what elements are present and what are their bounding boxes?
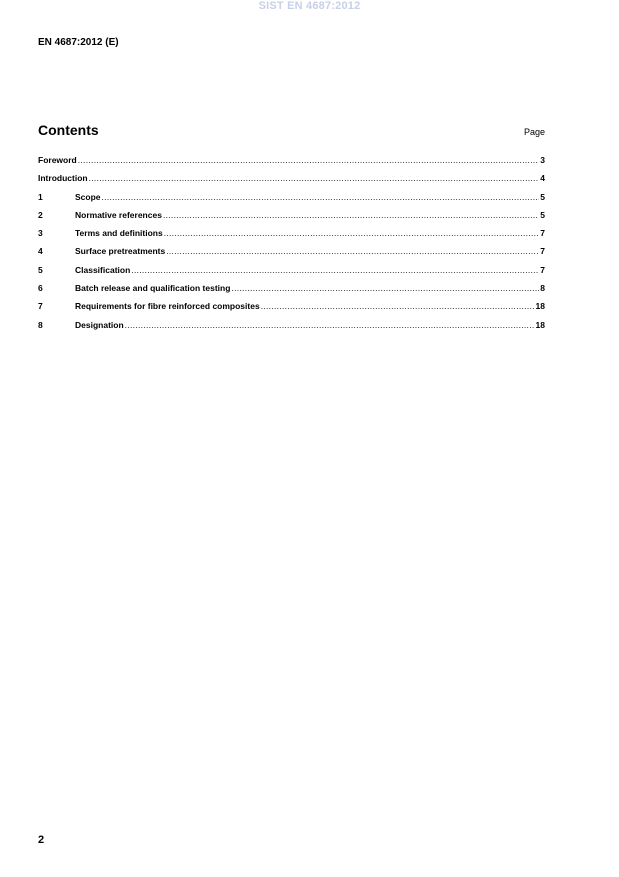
toc-title: Contents bbox=[38, 122, 99, 138]
toc-entry-surface-pretreatments[interactable] bbox=[38, 246, 545, 264]
toc-entry-number: 7 bbox=[38, 301, 43, 312]
toc-entry-page: 5 bbox=[540, 191, 545, 202]
page-number: 2 bbox=[38, 834, 45, 846]
toc-leader-dots bbox=[131, 265, 539, 275]
toc-entry-label: Surface pretreatments bbox=[75, 246, 166, 257]
toc-leader-dots bbox=[164, 228, 540, 238]
toc-entry-requirements[interactable] bbox=[38, 301, 545, 319]
toc-leader-dots bbox=[231, 283, 539, 293]
toc-entry-scope[interactable] bbox=[38, 192, 545, 210]
toc-entry-page: 3 bbox=[540, 155, 545, 165]
toc-entry-page: 8 bbox=[540, 283, 545, 294]
toc-leader-dots bbox=[166, 246, 539, 256]
toc-entry-introduction[interactable] bbox=[38, 173, 545, 191]
toc-entry-number: 8 bbox=[38, 319, 43, 330]
toc-entry-page: 7 bbox=[540, 264, 545, 275]
toc-entry-label: Terms and definitions bbox=[75, 228, 163, 239]
toc-entry-label: Requirements for fibre reinforced composites bbox=[75, 301, 260, 312]
toc-entry-foreword[interactable] bbox=[38, 155, 545, 173]
toc-leader-dots bbox=[125, 320, 535, 330]
toc-entry-designation[interactable] bbox=[38, 320, 545, 338]
toc-entry-number: 4 bbox=[38, 246, 43, 257]
toc-entry-label: Designation bbox=[75, 319, 124, 330]
toc-entry-label: Classification bbox=[75, 264, 131, 275]
toc-entry-label: Normative references bbox=[75, 209, 162, 220]
toc-entry-normative-references[interactable] bbox=[38, 210, 545, 228]
toc-entry-page: 4 bbox=[540, 173, 545, 184]
toc-entry-page: 18 bbox=[535, 301, 545, 312]
toc-entry-number: 5 bbox=[38, 264, 43, 275]
toc-entry-number: 2 bbox=[38, 209, 43, 220]
toc-entry-number: 3 bbox=[38, 228, 43, 239]
toc-header bbox=[38, 122, 545, 142]
toc-entry-number: 1 bbox=[38, 191, 43, 202]
toc-leader-dots bbox=[78, 155, 540, 165]
toc-leader-dots bbox=[89, 173, 540, 183]
toc-entry-page: 18 bbox=[535, 319, 545, 330]
toc-entry-terms-and-definitions[interactable] bbox=[38, 228, 545, 246]
watermark: SIST EN 4687:2012 bbox=[258, 0, 361, 12]
toc-page-column-label: Page bbox=[523, 127, 545, 137]
toc-entry-label: Foreword bbox=[38, 155, 77, 165]
toc-entry-batch-release[interactable] bbox=[38, 283, 545, 301]
toc-entry-label: Introduction bbox=[38, 173, 88, 184]
toc-leader-dots bbox=[102, 192, 540, 202]
toc-list bbox=[38, 155, 545, 338]
toc-entry-label: Scope bbox=[75, 191, 101, 202]
toc-entry-page: 7 bbox=[540, 228, 545, 239]
toc-entry-classification[interactable] bbox=[38, 265, 545, 283]
toc-entry-page: 7 bbox=[540, 246, 545, 257]
document-id: EN 4687:2012 (E) bbox=[38, 37, 119, 48]
toc-entry-page: 5 bbox=[540, 209, 545, 220]
toc-leader-dots bbox=[163, 210, 539, 220]
toc-entry-number: 6 bbox=[38, 283, 43, 294]
toc-leader-dots bbox=[261, 301, 535, 311]
toc-entry-label: Batch release and qualification testing bbox=[75, 283, 231, 294]
